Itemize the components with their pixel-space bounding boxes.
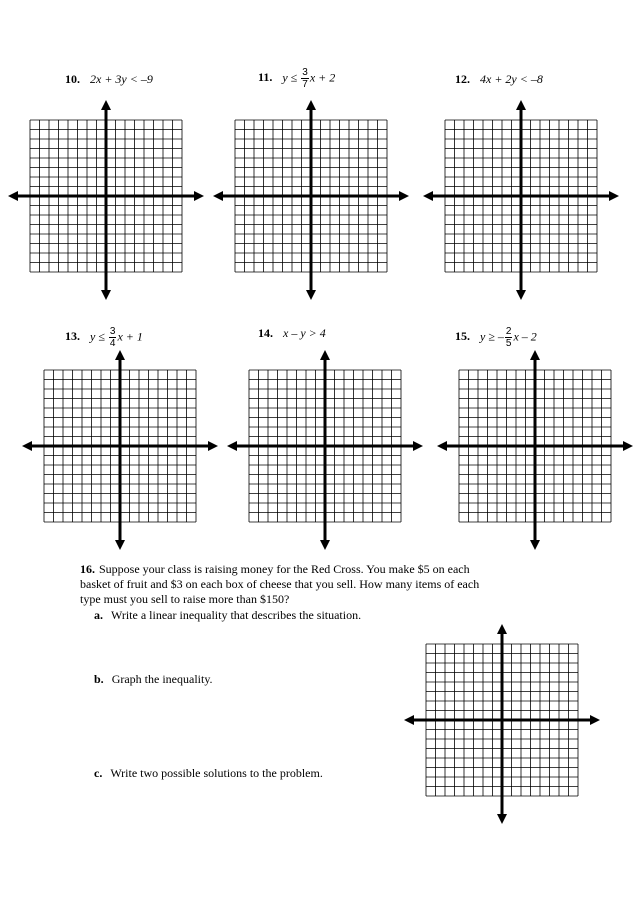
y-axis-arrow-up [516,100,526,110]
part-text: Graph the inequality. [111,672,213,686]
graph-13[interactable] [22,350,218,550]
y-axis-arrow-down [115,540,125,550]
part-letter: c. [94,766,103,780]
x-axis-arrow-right [590,715,600,725]
inequality: x – y > 4 [283,326,326,340]
y-axis-arrow-down [320,540,330,550]
fraction [301,67,309,90]
x-axis-arrow-left [213,191,223,201]
problem-15 [455,326,537,349]
problem-14 [258,326,326,340]
fraction-numerator: 3 [109,326,116,337]
graph-16[interactable] [404,624,600,824]
inequality-left: y ≤ [90,329,108,344]
fraction-numerator: 2 [505,326,512,337]
part-text: Write two possible solutions to the problem. [110,766,323,780]
x-axis-arrow-left [8,191,18,201]
inequality-left: y ≤ [282,70,301,85]
y-axis-arrow-up [497,624,507,634]
y-axis-arrow-up [320,350,330,360]
x-axis-arrow-left [22,441,32,451]
y-axis-arrow-down [101,290,111,300]
y-axis-arrow-up [115,350,125,360]
y-axis-arrow-up [101,100,111,110]
graph-11[interactable] [213,100,409,300]
x-axis-arrow-right [413,441,423,451]
x-axis-arrow-right [194,191,204,201]
problem-number: 15. [455,329,470,344]
graph-15[interactable] [437,350,633,550]
inequality-left: y ≥ – [480,329,504,344]
x-axis-arrow-left [404,715,414,725]
x-axis-arrow-left [437,441,447,451]
problem-number: 12. [455,72,470,86]
part-letter: a. [94,608,103,622]
x-axis-arrow-left [227,441,237,451]
y-axis-arrow-down [306,290,316,300]
x-axis-arrow-right [623,441,633,451]
y-axis-arrow-down [516,290,526,300]
part-letter: b. [94,672,104,686]
problem-number: 10. [65,72,80,86]
fraction-numerator: 3 [302,67,308,78]
y-axis-arrow-up [306,100,316,110]
x-axis-arrow-left [423,191,433,201]
part-c [94,766,323,780]
part-b [94,672,213,686]
part-a [94,608,361,622]
fraction-denominator: 5 [505,338,512,349]
fraction-denominator: 7 [302,79,308,90]
problem-12 [455,72,543,86]
fraction [109,326,117,349]
problem-10 [65,72,153,86]
x-axis-arrow-right [609,191,619,201]
inequality-right: x + 1 [117,329,143,344]
inequality-right: x + 2 [309,70,336,85]
y-axis-arrow-down [530,540,540,550]
inequality-right: x – 2 [513,329,537,344]
graph-12[interactable] [423,100,619,300]
problem-number: 16. [80,562,95,576]
part-text: Write a linear inequality that describes the situation. [111,608,362,622]
inequality: 4x + 2y < –8 [480,72,543,86]
x-axis-arrow-right [399,191,409,201]
graph-10[interactable] [8,100,204,300]
fraction [505,326,513,349]
problem-number: 11. [258,70,273,85]
problem-13 [65,326,143,349]
y-axis-arrow-down [497,814,507,824]
problem-number: 13. [65,329,80,344]
graph-14[interactable] [227,350,423,550]
x-axis-arrow-right [208,441,218,451]
word-problem-16 [80,562,490,607]
problem-number: 14. [258,326,273,340]
inequality: 2x + 3y < –9 [90,72,153,86]
problem-11 [258,67,335,90]
word-problem-text: Suppose your class is raising money for the Red Cross. You make $5 on each basket of fruit and $3 on each box of cheese that you sell. How many items of each type must you sell to raise more than $150? [80,562,480,606]
y-axis-arrow-up [530,350,540,360]
fraction-denominator: 4 [109,338,116,349]
